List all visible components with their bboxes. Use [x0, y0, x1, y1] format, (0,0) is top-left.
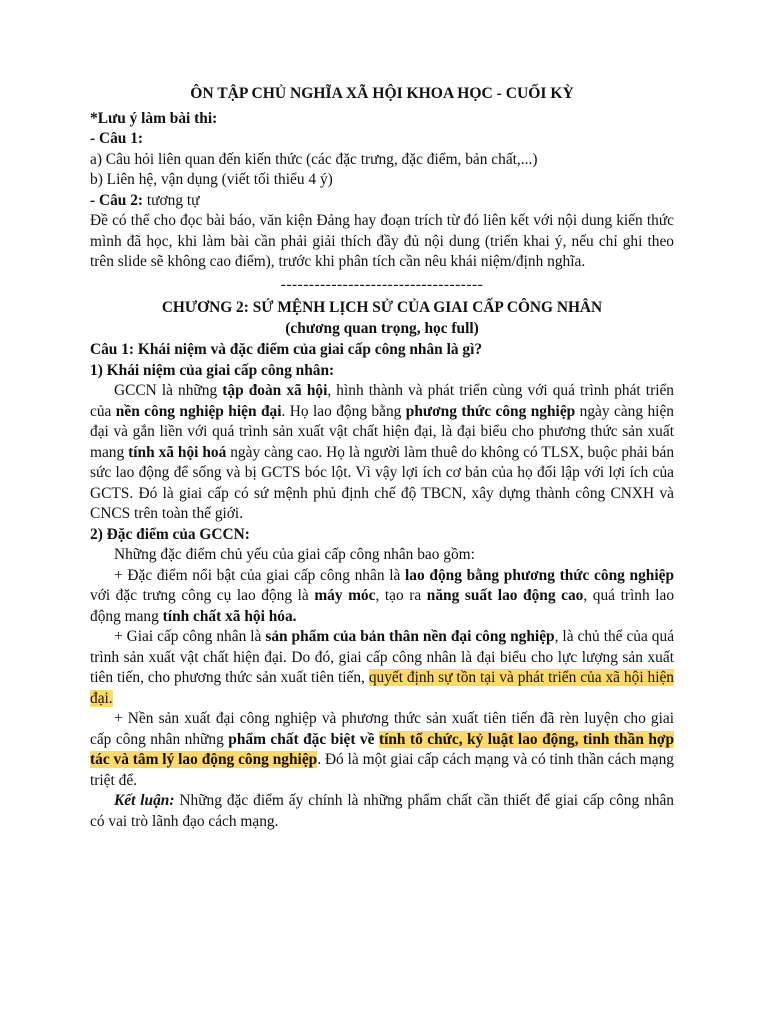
bold-run: tính xã hội hoá	[128, 443, 227, 461]
highlighted-bold-run: tính tổ chức, kỷ luật lao động, tinh thần hợp tác và tâm lý lao động công nghiệp	[90, 730, 674, 768]
q1-item-b: b) Liên hệ, vận dụng (viết tối thiểu 4 ý)	[90, 171, 333, 188]
text-run: . Họ lao động bằng	[281, 402, 406, 420]
text-run: + Đặc điểm nổi bật của giai cấp công nhân là	[114, 566, 406, 584]
text-run: + Nền sản xuất đại công nghiệp và phương thức sản xuất tiên tiến đã rèn luyện cho giai cấp công nhân những	[90, 710, 674, 748]
section-divider: ------------------------------------	[280, 275, 484, 293]
section-2-heading: 2) Đặc điểm của GCCN:	[90, 525, 250, 543]
exam-note-heading: *Lưu ý làm bài thi:	[90, 109, 218, 127]
text-run: Những đặc điểm ấy chính là những phẩm chất cần thiết để giai cấp công nhân có vai trò lãnh đạo cách mạng.	[90, 792, 674, 830]
q2-line	[90, 191, 674, 212]
bold-run: tính chất xã hội hóa.	[162, 607, 297, 625]
text-run: , là chủ thể của quá trình sản xuất vật chất hiện đại. Do đó, giai cấp công nhân là đại biểu cho lực lượng sản xuất tiên tiến, cho phương thức sản xuất tiên tiến,	[90, 628, 675, 686]
document-title: ÔN TẬP CHỦ NGHĨA XÃ HỘI KHOA HỌC - CUỐI KỲ	[190, 85, 574, 102]
text-run: + Giai cấp công nhân là	[114, 628, 266, 645]
section-1-heading: 1) Khái niệm của giai cấp công nhân:	[90, 361, 335, 379]
chapter-subtitle: (chương quan trọng, học full)	[285, 319, 479, 337]
bold-run: nền công nghiệp hiện đại	[115, 402, 282, 420]
conclusion-label: Kết luận:	[114, 792, 175, 809]
bold-run: sản phẩm của bản thân nền đại công nghiệp	[265, 628, 555, 645]
text-run: với đặc trưng công cụ lao động là	[90, 587, 315, 604]
question-1: Câu 1: Khái niệm và đặc điểm của giai cấp công nhân là gì?	[90, 341, 483, 358]
bold-run: phương thức công nghiệp	[405, 402, 576, 420]
q1-label: - Câu 1:	[90, 130, 144, 147]
bold-run: phẩm chất đặc biệt về	[228, 730, 379, 748]
chapter-title: CHƯƠNG 2: SỨ MỆNH LỊCH SỬ CỦA GIAI CẤP CÔNG NHÂN	[161, 299, 603, 316]
section-1-paragraph	[90, 381, 674, 525]
q2-suffix: tương tự	[143, 191, 200, 209]
text-run: , quá trình lao động mang	[90, 587, 675, 625]
q2-description: Đề có thể cho đọc bài báo, văn kiện Đảng hay đoạn trích từ đó liên kết với nội dung kiến thức mình đã học, khi làm bài cần phải giải thích đầy đủ nội dung (triển khai ý, nếu chỉ ghi theo trên slide sẽ không cao điểm), trước khi phân tích cần nêu khái niệm/định nghĩa.	[90, 212, 674, 270]
bold-run: năng suất lao động cao	[426, 587, 584, 604]
q1-item-a: a) Câu hỏi liên quan đến kiến thức (các đặc trưng, đặc điểm, bản chất,...)	[90, 150, 538, 168]
text-run: , hình thành và phát triển cùng với quá trình phát triển của	[90, 382, 674, 420]
conclusion-paragraph	[90, 791, 674, 832]
section-2-intro: Những đặc điểm chủ yếu của giai cấp công nhân bao gồm:	[114, 546, 475, 563]
q2-label: - Câu 2:	[90, 191, 144, 209]
bold-run: lao động bằng phương thức công nghiệp	[405, 566, 675, 584]
text-run: ngày càng cao. Họ là người làm thuê do không có TLSX, buộc phải bán sức lao động để sống và bị GCTS bóc lột. Vì vậy lợi ích cơ bản của họ đối lập với lợi ích của GCTS. Đó là giai cấp có sứ mệnh phủ định chế độ TBCN, xây dựng thành công CNXH và CNCS trên toàn thế giới.	[90, 443, 675, 522]
feature-bullet-2	[90, 627, 674, 709]
text-run: GCCN là những	[114, 382, 223, 399]
bold-run: tập đoàn xã hội	[222, 382, 328, 399]
bold-run: máy móc	[314, 587, 376, 604]
highlighted-run: quyết định sự tồn tại và phát triển của xã hội hiện đại.	[90, 669, 674, 707]
feature-bullet-3	[90, 709, 674, 791]
feature-bullet-1	[90, 566, 674, 628]
text-run: . Đó là một giai cấp cách mạng và có tinh thần cách mạng triệt để.	[90, 751, 674, 789]
text-run: , tạo ra	[375, 587, 427, 604]
text-run: ngày càng hiện đại và gắn liền với quá trình sản xuất vật chất hiện đại, là đại biểu cho phương thức sản xuất mang	[90, 402, 674, 461]
